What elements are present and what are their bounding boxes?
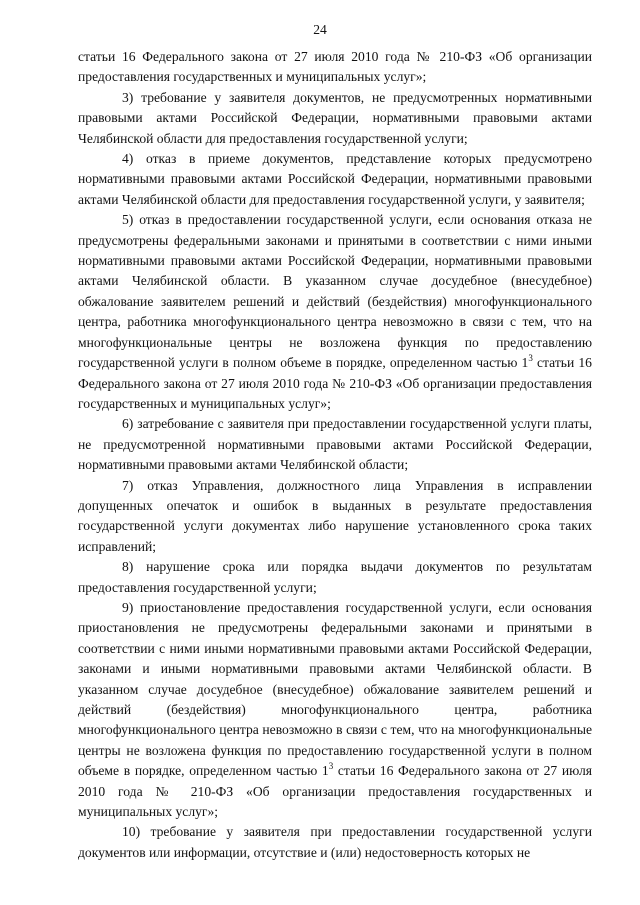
paragraph-text: 8) нарушение срока или порядка выдачи документов по результатам предоставления государственной услуги; (78, 559, 592, 595)
paragraph-text: статьи 16 Федерального закона от 27 июля 2010 года № 210-ФЗ «Об организации предоставления государственных и муниципальных услуг»; (78, 49, 592, 85)
paragraph-item-6 (78, 414, 592, 475)
page-number: 24 (313, 22, 327, 37)
paragraph-item-9 (78, 598, 592, 822)
paragraph-item-3 (78, 88, 592, 149)
paragraph-item-7 (78, 476, 592, 558)
paragraph-item-4 (78, 149, 592, 210)
document-body (78, 47, 592, 863)
paragraph-text: 4) отказ в приеме документов, представление которых предусмотрено нормативными правовыми актами Российской Федерации, нормативными правовыми актами Челябинской области для предоставления государственной услуги, у заявителя; (78, 151, 592, 207)
superscript: 3 (528, 353, 533, 364)
paragraph-text: 3) требование у заявителя документов, не предусмотренных нормативными правовыми актами Российской Федерации, нормативными правовыми актами Челябинской области для предоставления государственной услуги; (78, 89, 592, 146)
superscript: 3 (328, 761, 334, 772)
paragraph-text: 7) отказ Управления, должностного лица Управления в исправлении допущенных опечаток и ошибок в выданных в результате предоставления государственной услуги документах либо нарушение установленного срока таких исправлений; (78, 477, 592, 554)
paragraph-item-8 (78, 557, 592, 598)
paragraph-text: статьи 16 Федерального закона от 27 июля 2010 года № 210-ФЗ «Об организации предоставления государственных и муниципальных услуг»; (78, 763, 592, 820)
paragraph-text: 5) отказ в предоставлении государственной услуги, если основания отказа не предусмотрены федеральными законами и принятыми в соответствии с ними иными нормативными правовыми актами Российской Федерации, нормативными правовыми актами Челябинской области. В указанном случае досудебное (внесудебное) обжалование заявителем решений и действий (бездействия) многофункционального центра, работника многофункционального центра невозможно в связи с тем, что на многофункциональные центры не возложена функция по предоставлению государственной услуги в полном объеме в порядке, определенном частью 1 (78, 212, 592, 371)
paragraph-text: 6) затребование с заявителя при предоставлении государственной услуги платы, не предусмотренной нормативными правовыми актами Российской Федерации, нормативными правовыми актами Челябинской области; (78, 416, 592, 473)
paragraph-text: статьи 16 Федерального закона от 27 июля 2010 года № 210-ФЗ «Об организации предоставления государственных и муниципальных услуг»; (78, 355, 592, 411)
paragraph-text: 9) приостановление предоставления государственной услуги, если основания приостановления не предусмотрены федеральными законами и принятыми в соответствии с ними иными нормативными правовыми актами Российской Федерации, законами и иными нормативными правовыми актами Челябинской области. В указанном случае досудебное (внесудебное) обжалование заявителем решений и действий (бездействия) многофункционального центра, работника многофункционального центра невозможно в связи с тем, что на многофункциональные центры не возложена функция по предоставлению государственной услуги в полном объеме в порядке, определенном частью 1 (78, 599, 592, 779)
paragraph-text: 10) требование у заявителя при предоставлении государственной услуги документов или информации, отсутствие и (или) недостоверность которых не (78, 824, 592, 860)
paragraph-item-10 (78, 822, 592, 863)
paragraph-item-5 (78, 210, 592, 414)
paragraph-continuation (78, 47, 592, 88)
